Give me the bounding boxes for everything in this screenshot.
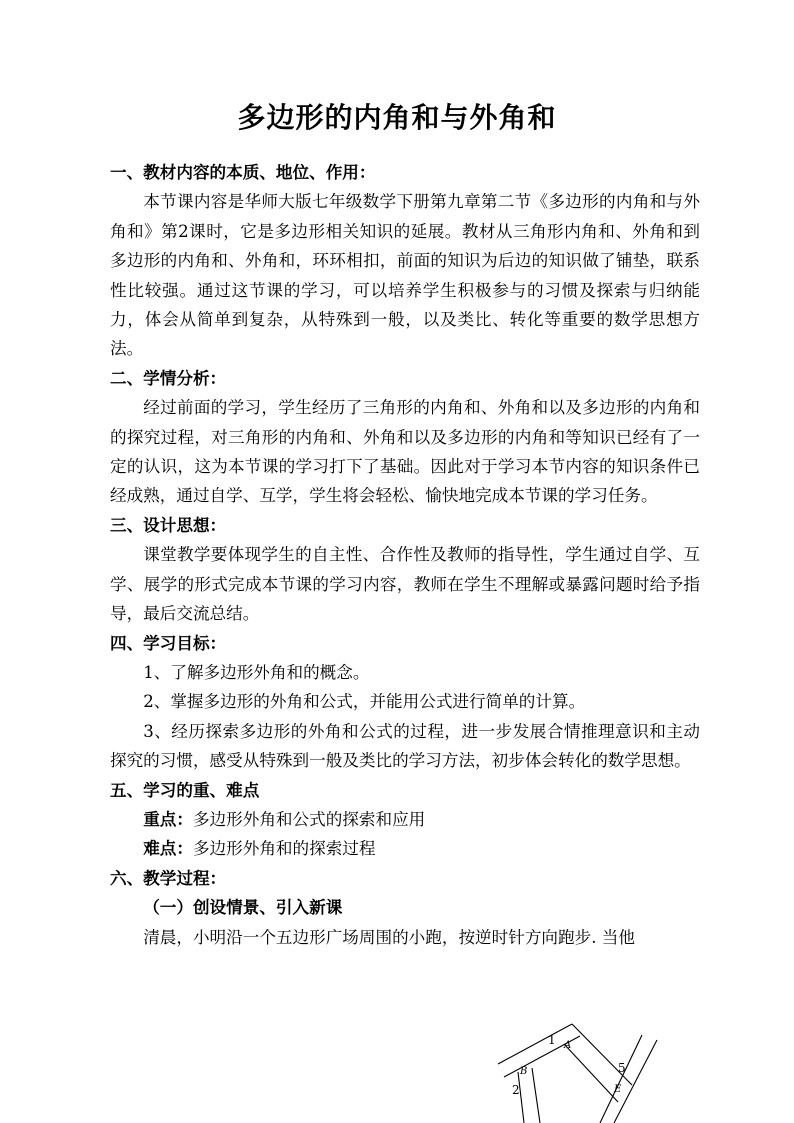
difficulty-label: 难点： xyxy=(143,839,193,859)
section-heading-6: 六、教学过程： xyxy=(110,868,227,888)
subsection-heading-text: （一）创设情景、引入新课 xyxy=(143,898,343,918)
pentagon-square-figure xyxy=(490,1022,670,1123)
section-heading-1: 一、教材内容的本质、地位、作用： xyxy=(110,163,376,182)
angle-label-1: 1 xyxy=(548,1033,556,1047)
page-title: 多边形的内角和与外角和 xyxy=(237,101,557,134)
section-paragraph-3: 课堂教学要体现学生的自主性、合作性及教师的指导性，学生通过自学、互学、展学的形式完成本节课的学习内容，教师在学生不理解或暴露问题时给予指导，最后交流总结。 xyxy=(110,545,700,624)
section-paragraph-1: 本节课内容是华师大版七年级数学下册第九章第二节《多边形的内角和与外角和》第2课时，它是多边形相关知识的延展。教材从三角形内角和、外角和到多边形的内角和、外角和，环环相扣，前面的知识为后边的知识做了铺垫，联系性比较强。通过这节课的学习，可以培养学生积极参与的习惯及探索与归纳能力，体会从简单到复杂，从特殊到一般，以及类比、转化等重要的数学思想方法。 xyxy=(110,192,700,359)
goal-item-1: 1、了解多边形外角和的概念。 xyxy=(143,662,370,682)
difficulty-text: 多边形外角和的探索过程 xyxy=(192,839,376,859)
section-paragraph-6: 清晨，小明沿一个五边形广场周围的小跑，按逆时针方向跑步. 当他 xyxy=(143,927,635,947)
vertex-label-e: E xyxy=(614,1084,622,1095)
subsection-heading xyxy=(110,893,700,922)
vertex-label-a: A xyxy=(564,1040,572,1051)
document-body xyxy=(110,158,700,952)
difficulty-line xyxy=(110,834,700,863)
key-point-line xyxy=(110,805,700,834)
section-paragraph-2: 经过前面的学习，学生经历了三角形的内角和、外角和以及多边形的内角和的探究过程，对三角形的内角和、外角和以及多边形的内角和等知识已经有了一定的认识，这为本节课的学习打下了基础。因此对于学习本节内容的知识条件已经成熟，通过自学、互学，学生将会轻松、愉快地完成本节课的学习任务。 xyxy=(110,398,700,506)
key-point-label: 重点： xyxy=(143,809,193,829)
goal-item-3: 3、经历探索多边形的外角和公式的过程，进一步发展合情推理意识和主动探究的习惯，感受从特殊到一般及类比的学习方法，初步体会转化的数学思想。 xyxy=(110,721,700,771)
key-point-text: 多边形外角和公式的探索和应用 xyxy=(192,809,426,829)
section-heading-3: 三、设计思想： xyxy=(110,515,227,535)
vertex-label-b: B xyxy=(520,1066,528,1077)
section-heading-2: 二、学情分析： xyxy=(110,368,227,388)
angle-label-5: 5 xyxy=(618,1061,626,1075)
angle-label-2: 2 xyxy=(512,1083,520,1097)
section-heading-4: 四、学习目标： xyxy=(110,633,227,653)
goal-item-2: 2、掌握多边形的外角和公式，并能用公式进行简单的计算。 xyxy=(143,692,586,712)
section-heading-5: 五、学习的重、难点 xyxy=(110,780,260,800)
